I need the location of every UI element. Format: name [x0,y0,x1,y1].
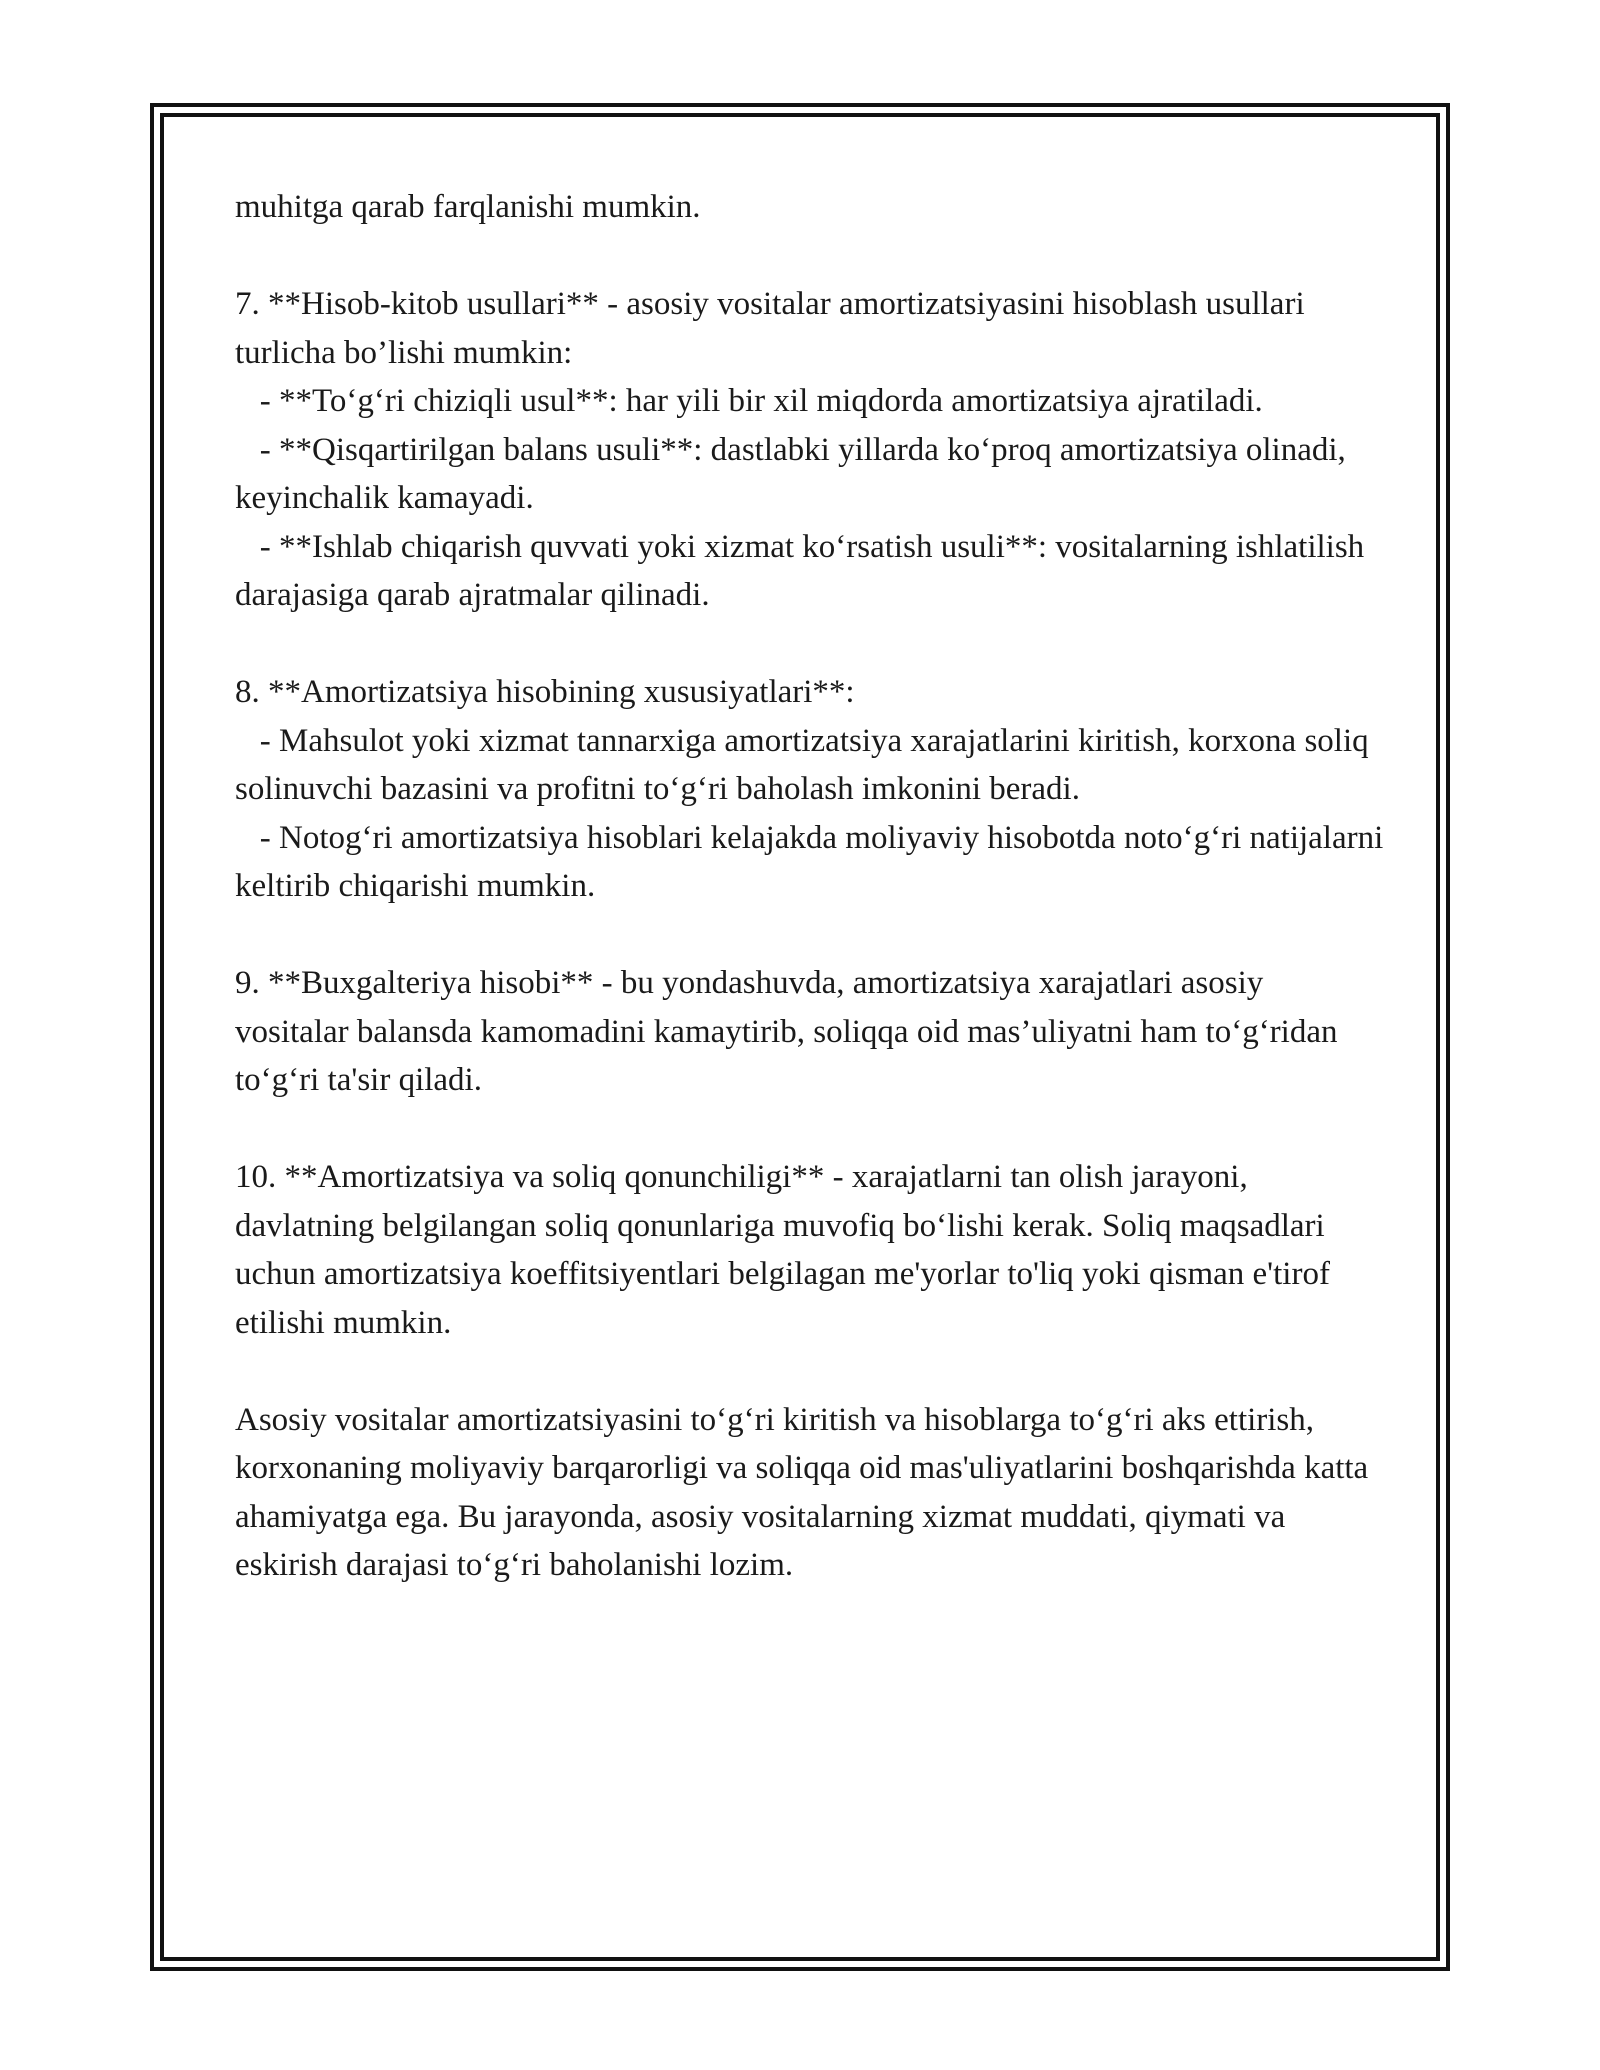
section-7-bullet-declining-balance: - **Qisqartirilgan balans usuli**: dastlabki yillarda ko‘proq amortizatsiya olinadi, keyinchalik kamayadi. [235,431,1355,516]
paragraph-gap [235,1347,1385,1396]
section-10-paragraph: 10. **Amortizatsiya va soliq qonunchiligi** - xarajatlarni tan olish jarayoni, davlatning belgilangan soliq qonunlariga muvofiq bo‘lishi kerak. Soliq maqsadlari uchun amortizatsiya koeffitsiyentlari belgilagan me'yorlar to'liq yoki qisman e'tirof etilishi mumkin. [235,1159,1339,1341]
conclusion-paragraph: Asosiy vositalar amortizatsiyasini to‘g‘ri kiritish va hisoblarga to‘g‘ri aks ettirish, korxonaning moliyaviy barqarorligi va soliqqa oid mas'uliyatlarini boshqarishda katta ahamiyatga ega. Bu jarayonda, asosiy vositalarning xizmat muddati, qiymati va eskirish darajasi to‘g‘ri baholanishi lozim. [235,1401,1377,1583]
document-body [235,183,1392,1590]
section-9-paragraph: 9. **Buxgalteriya hisobi** - bu yondashuvda, amortizatsiya xarajatlari asosiy vositalar balansda kamomadini kamaytirib, soliqqa oid mas’uliyatni ham to‘g‘ridan to‘g‘ri ta'sir qiladi. [235,965,1346,1098]
paragraph-gap [235,1105,1385,1154]
paragraph-gap [235,232,1385,281]
paragraph-gap [235,911,1385,960]
section-7-bullet-units-of-production: - **Ishlab chiqarish quvvati yoki xizmat ko‘rsatish usuli**: vositalarning ishlatilish darajasiga qarab ajratmalar qilinadi. [235,528,1373,613]
section-7-heading: 7. **Hisob-kitob usullari** - asosiy vositalar amortizatsiyasini hisoblash usullari turlicha bo’lishi mumkin: [235,286,1313,371]
section-8-heading: 8. **Amortizatsiya hisobining xususiyatlari**: [235,674,855,710]
section-8-bullet-cost-inclusion: - Mahsulot yoki xizmat tannarxiga amortizatsiya xarajatlarini kiritish, korxona soliq solinuvchi bazasini va profitni to‘g‘ri baholash imkonini beradi. [235,722,1377,807]
section-7-bullet-straight-line: - **To‘g‘ri chiziqli usul**: har yili bir xil miqdorda amortizatsiya ajratiladi. [235,383,1263,419]
section-8-bullet-incorrect-accounts: - Notog‘ri amortizatsiya hisoblari kelajakda moliyaviy hisobotda noto‘g‘ri natijalarni keltirib chiqarishi mumkin. [235,819,1392,904]
paragraph-gap [235,620,1385,669]
paragraph-continuation: muhitga qarab farqlanishi mumkin. [235,189,701,225]
